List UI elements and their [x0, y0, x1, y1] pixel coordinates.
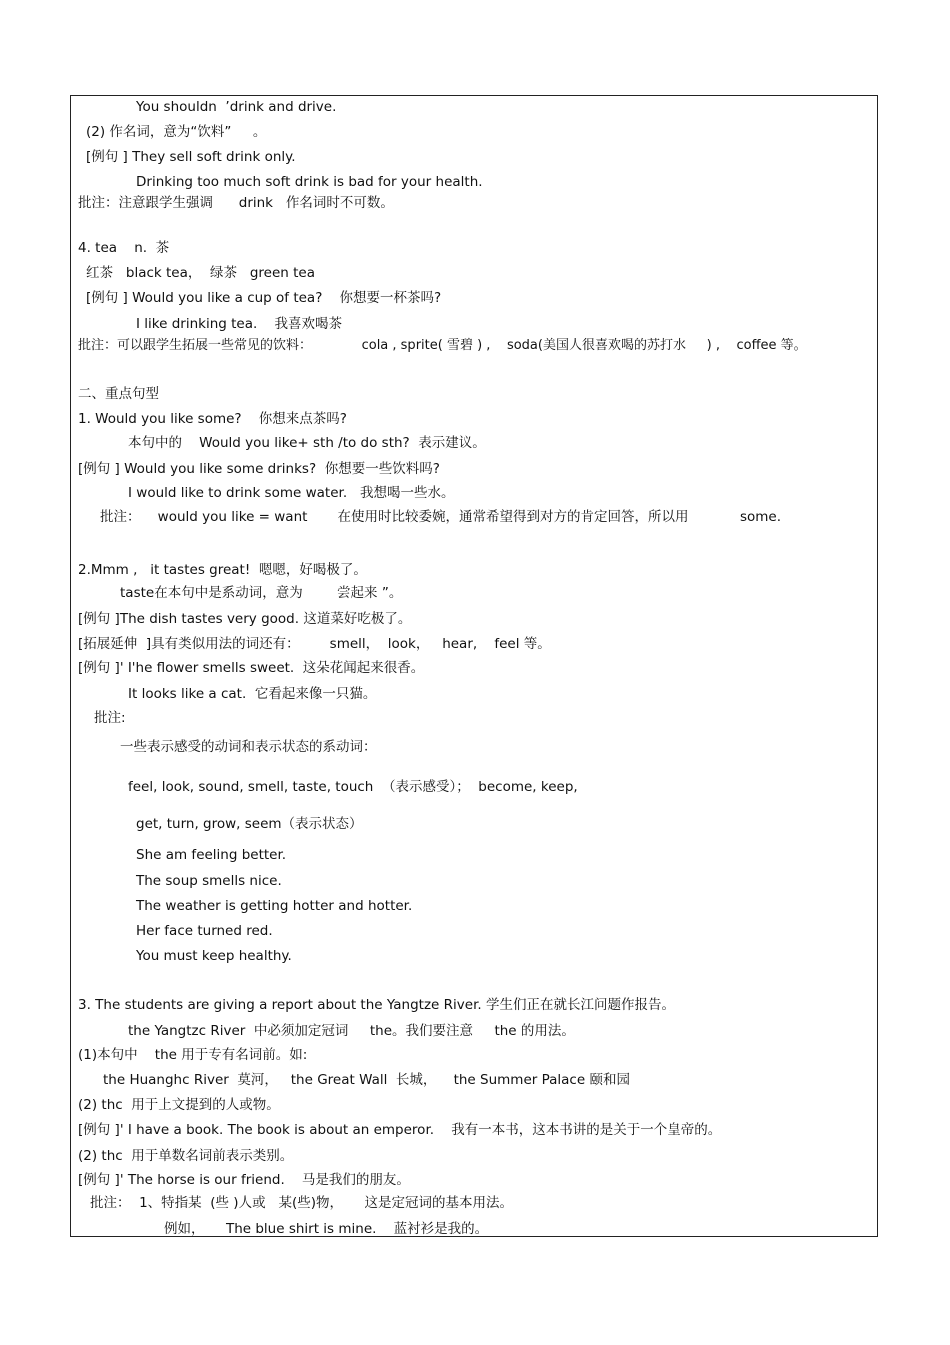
- text-line: 2.Mmm , it tastes great! 嗯嗯，好喝极了。: [78, 562, 367, 578]
- text-line: She am feeling better.: [136, 847, 287, 863]
- text-line: taste在本句中是系动词，意为 尝起来 ”。: [120, 585, 403, 601]
- text-line: [拓展延伸 ]具有类似用法的词还有： smell， look， hear, feel 等。: [78, 636, 551, 652]
- text-line: Drinking too much soft drink is bad for your health.: [136, 174, 483, 190]
- text-line: 红茶 black tea， 绿茶 green tea: [86, 265, 315, 281]
- text-line: 一些表示感受的动词和表示状态的系动词：: [120, 739, 377, 755]
- text-line: [例句 ]' I'he flower smells sweet. 这朵花闻起来很香。: [78, 660, 425, 676]
- text-line: 1. Would you like some? 你想来点茶吗?: [78, 411, 347, 427]
- text-line: You shouldn ’drink and drive.: [136, 99, 337, 115]
- text-line: 批注:: [94, 710, 126, 726]
- text-line: [例句 ]The dish tastes very good. 这道菜好吃极了。: [78, 611, 412, 627]
- text-line: (1)本句中 the 用于专有名词前。如:: [78, 1047, 308, 1063]
- section-heading: 4. tea n. 茶: [78, 240, 170, 256]
- text-line: You must keep healthy.: [136, 948, 292, 964]
- text-line: (2) thc 用于单数名词前表示类别。: [78, 1148, 294, 1164]
- text-line: It looks like a cat. 它看起来像一只猫。: [128, 686, 377, 702]
- section-heading: 二、重点句型: [78, 386, 159, 402]
- text-line: The weather is getting hotter and hotter.: [136, 898, 413, 914]
- text-line: 批注：注意跟学生强调 drink 作名词时不可数。: [78, 195, 394, 211]
- text-line: (2) thc 用于上文提到的人或物。: [78, 1097, 280, 1113]
- text-line: 3. The students are giving a report about the Yangtze River. 学生们正在就长江问题作报告。: [78, 997, 675, 1013]
- text-line: the Huanghc River 莫河， the Great Wall 长城， the Summer Palace 颐和园: [103, 1072, 630, 1088]
- text-line: [例句 ] They sell soft drink only.: [86, 149, 296, 165]
- text-line: 例如， The blue shirt is mine. 蓝衬衫是我的。: [164, 1221, 489, 1237]
- text-line: 批注： would you like = want 在使用时比较委婉，通常希望得到对方的肯定回答，所以用 some.: [100, 509, 782, 525]
- text-line: Her face turned red.: [136, 923, 273, 939]
- text-line: [例句 ] Would you like some drinks? 你想要一些饮料吗?: [78, 461, 440, 477]
- text-line: the Yangtzc River 中必须加定冠词 the。我们要注意 the 的用法。: [128, 1023, 575, 1039]
- text-line: 批注：可以跟学生拓展一些常见的饮料： cola , sprite( 雪碧 ) , soda(美国人很喜欢喝的苏打水 ) , coffee 等。: [78, 338, 807, 353]
- text-line: The soup smells nice.: [136, 873, 282, 889]
- text-line: [例句 ]' The horse is our friend. 马是我们的朋友。: [78, 1172, 410, 1188]
- text-line: I would like to drink some water. 我想喝一些水。: [128, 485, 455, 501]
- text-line: feel, look, sound, smell, taste, touch （表示感受）； become, keep,: [128, 779, 578, 795]
- text-line: [例句 ]' I have a book. The book is about an emperor. 我有一本书，这本书讲的是关于一个皇帝的。: [78, 1122, 722, 1138]
- text-line: [例句 ] Would you like a cup of tea? 你想要一杯茶吗?: [86, 290, 442, 306]
- text-line: 本句中的 Would you like+ sth /to do sth? 表示建议。: [128, 435, 486, 451]
- text-line: I like drinking tea. 我喜欢喝茶: [136, 316, 342, 332]
- text-line: get, turn, grow, seem（表示状态）: [136, 816, 363, 832]
- text-line: 批注： 1、特指某 (些 )人或 某(些)物， 这是定冠词的基本用法。: [90, 1195, 513, 1211]
- text-line: (2) 作名词，意为“饮料” 。: [86, 124, 267, 140]
